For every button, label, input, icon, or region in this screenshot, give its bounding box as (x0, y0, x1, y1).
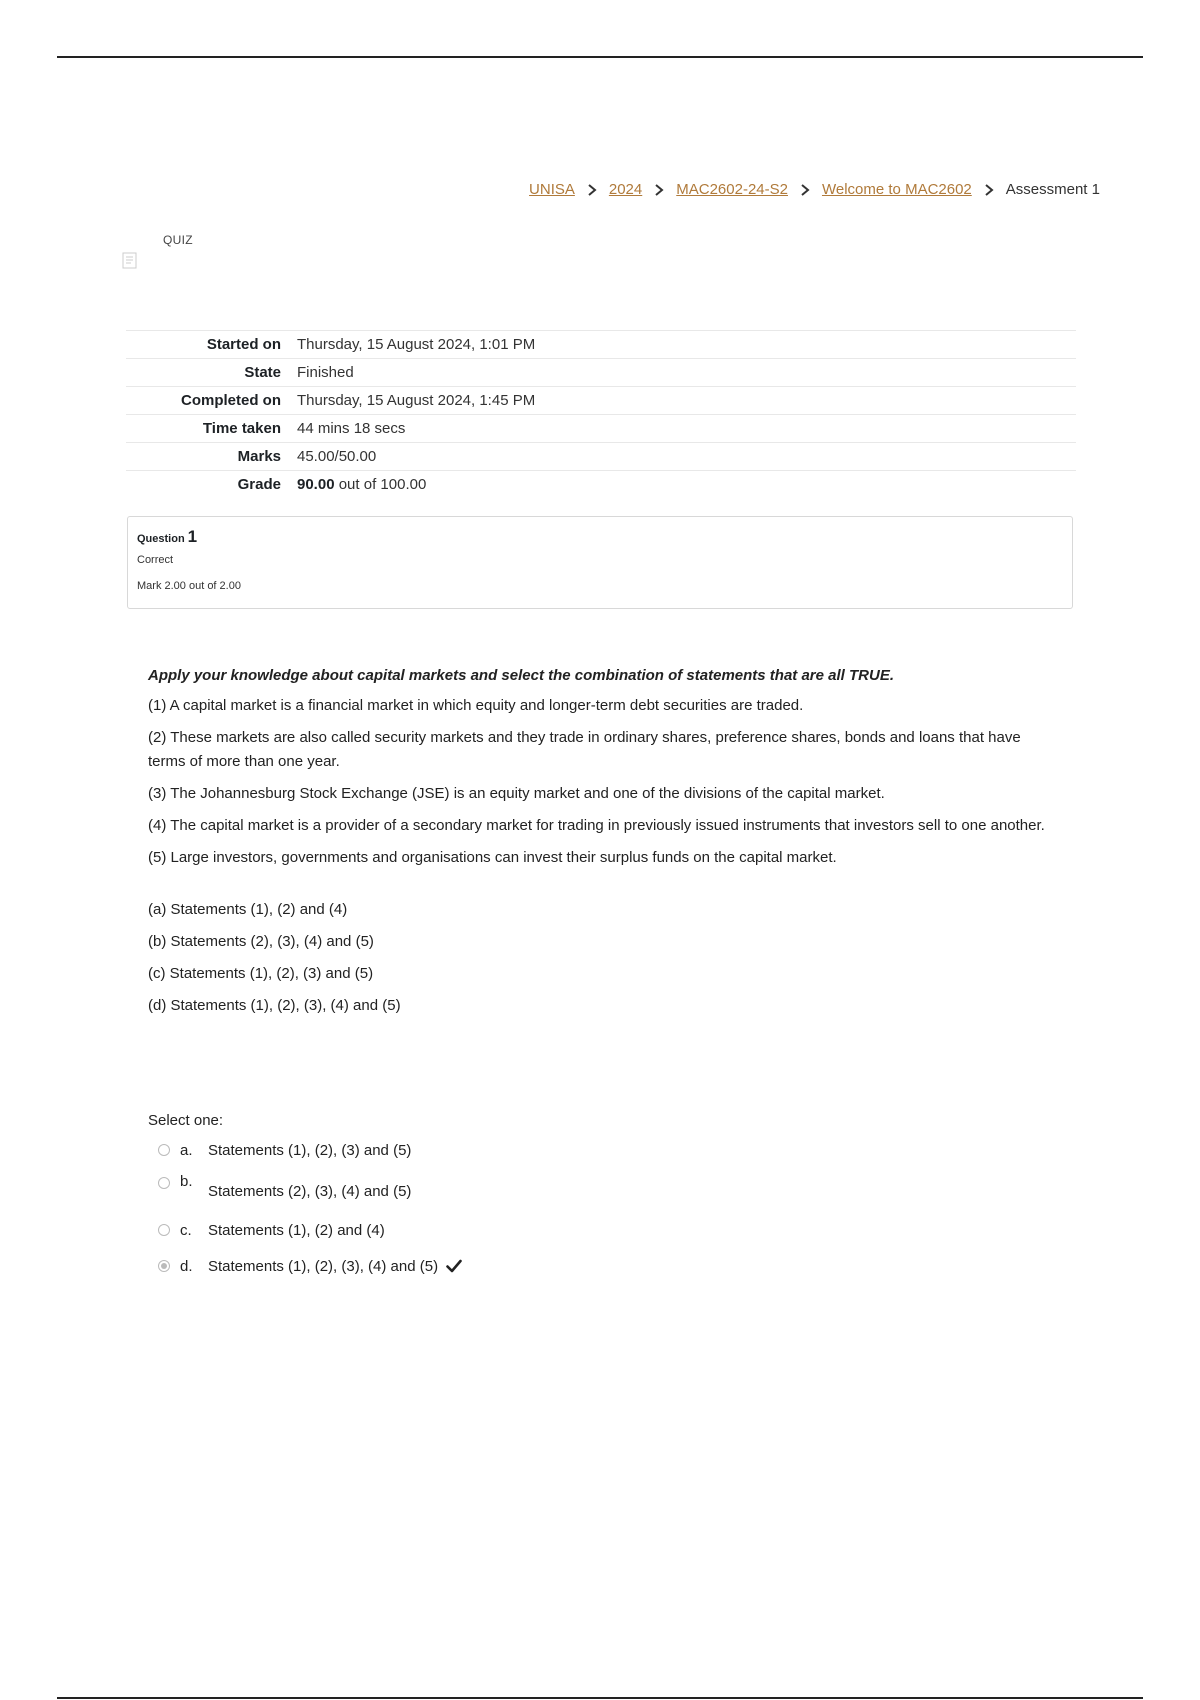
answer-option-c[interactable] (148, 1217, 748, 1243)
chevron-right-icon (982, 181, 996, 198)
summary-value: 45.00/50.00 (297, 448, 377, 465)
option-letter: b. (180, 1173, 193, 1190)
breadcrumb-link-year[interactable]: 2024 (608, 181, 643, 198)
option-letter: a. (180, 1141, 193, 1159)
summary-value: 44 mins 18 secs (297, 420, 406, 437)
summary-row-grade (126, 471, 1076, 499)
breadcrumb-current: Assessment 1 (1005, 181, 1100, 198)
option-letter: c. (180, 1221, 192, 1239)
question-info-box (127, 516, 1073, 609)
page-bottom-rule (57, 1697, 1143, 1699)
grade-label: Grade (237, 476, 281, 494)
statement: (2) These markets are also called security markets and they trade in ordinary shares, preference shares, bonds and loans that have terms of more than one year. (148, 729, 1021, 770)
breadcrumb-link-welcome[interactable]: Welcome to MAC2602 (821, 181, 972, 198)
question-intro: Apply your knowledge about capital markets and select the combination of statements that are all TRUE. (148, 667, 894, 684)
attempt-summary-table (126, 330, 1076, 499)
statement: (1) A capital market is a financial market in which equity and longer-term debt securities are traded. (148, 697, 804, 714)
question-text (148, 664, 1048, 1026)
grade-suffix: out of 100.00 (338, 476, 427, 494)
answer-option-d[interactable] (148, 1253, 748, 1279)
answer-option-b[interactable] (148, 1173, 748, 1207)
statement: (3) The Johannesburg Stock Exchange (JSE) is an equity market and one of the divisions of the capital market. (148, 785, 885, 802)
checkmark-icon (446, 1259, 462, 1273)
choice-item: (d) Statements (1), (2), (3), (4) and (5) (148, 997, 401, 1014)
chevron-right-icon (798, 181, 812, 198)
summary-value: Thursday, 15 August 2024, 1:45 PM (297, 392, 536, 409)
statement: (4) The capital market is a provider of a secondary market for trading in previously issued instruments that investors sell to one another. (148, 817, 1045, 834)
breadcrumb (529, 181, 1100, 198)
radio-button[interactable] (158, 1177, 170, 1189)
radio-button-selected[interactable] (158, 1260, 170, 1272)
option-text: Statements (1), (2) and (4) (208, 1221, 385, 1239)
question-state: Correct (137, 554, 174, 566)
grade-value: 90.00 (297, 476, 335, 494)
question-number-value: 1 (187, 527, 198, 546)
quiz-type-label: QUIZ (163, 233, 193, 247)
summary-row (126, 359, 1076, 387)
summary-label: State (244, 364, 281, 381)
breadcrumb-link-unisa[interactable]: UNISA (529, 181, 575, 198)
question-mark: Mark 2.00 out of 2.00 (137, 580, 241, 592)
summary-row (126, 387, 1076, 415)
option-text: Statements (1), (2), (3), (4) and (5) (208, 1257, 439, 1275)
choice-item: (c) Statements (1), (2), (3) and (5) (148, 965, 374, 982)
radio-button[interactable] (158, 1224, 170, 1236)
grade-cell (297, 471, 1076, 499)
page-top-rule (57, 56, 1143, 58)
statement: (5) Large investors, governments and organisations can invest their surplus funds on the capital market. (148, 849, 837, 866)
question-word: Question (137, 533, 185, 545)
summary-label: Marks (237, 448, 281, 465)
summary-row (126, 415, 1076, 443)
answer-prompt: Select one: (148, 1112, 224, 1129)
summary-row (126, 331, 1076, 359)
summary-label: Completed on (181, 392, 281, 409)
option-text: Statements (1), (2), (3) and (5) (208, 1141, 412, 1159)
option-letter: d. (180, 1257, 193, 1275)
summary-value: Thursday, 15 August 2024, 1:01 PM (297, 336, 536, 353)
choice-item: (b) Statements (2), (3), (4) and (5) (148, 933, 374, 950)
chevron-right-icon (652, 181, 666, 198)
breadcrumb-link-course[interactable]: MAC2602-24-S2 (676, 181, 788, 198)
option-text: Statements (2), (3), (4) and (5) (208, 1183, 412, 1200)
choice-item: (a) Statements (1), (2) and (4) (148, 901, 348, 918)
summary-label: Started on (206, 336, 281, 353)
answer-option-a[interactable] (148, 1137, 748, 1163)
summary-label: Time taken (202, 420, 281, 437)
chevron-right-icon (585, 181, 599, 198)
answer-block (148, 1112, 748, 1289)
quiz-icon (122, 252, 140, 275)
question-number (137, 527, 1063, 547)
choice-list (148, 898, 1048, 1018)
summary-row (126, 443, 1076, 471)
radio-button[interactable] (158, 1144, 170, 1156)
summary-value: Finished (297, 364, 354, 381)
